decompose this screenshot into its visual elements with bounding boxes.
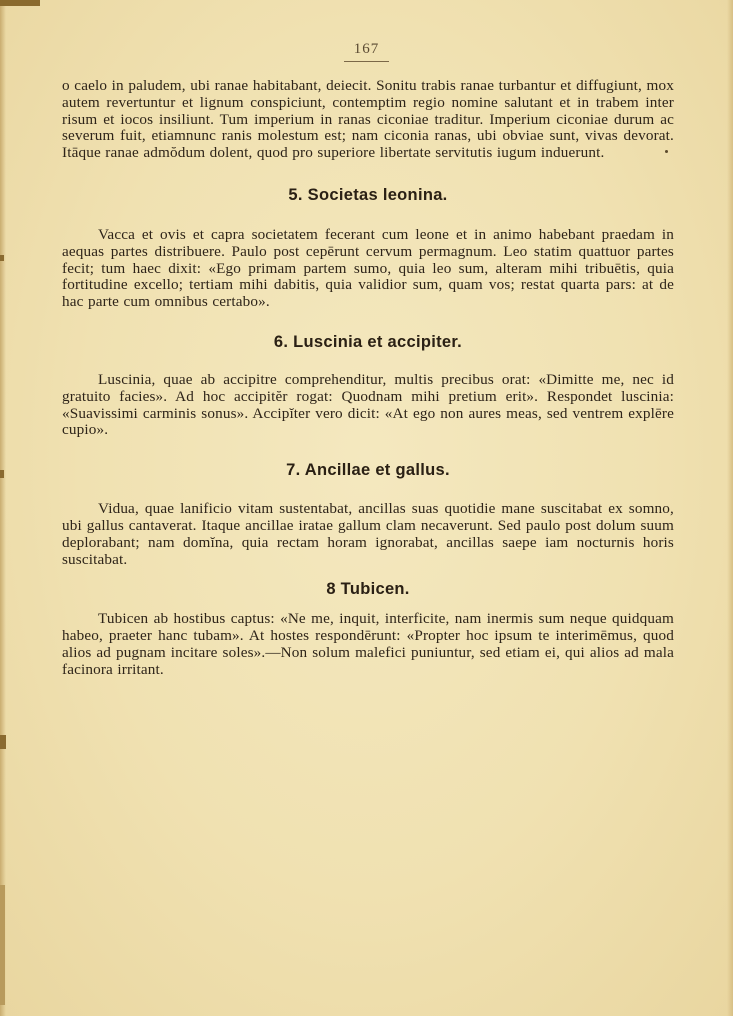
page-right-edge [727, 0, 733, 1016]
heading-tubicen: 8 Tubicen. [326, 580, 410, 599]
margin-mark [0, 470, 4, 478]
margin-mark [0, 255, 4, 261]
page-header [0, 40, 733, 62]
paragraph-luscinia: Luscinia, quae ab accipitre comprehenditur, multis precibus orat: «Dimitte me, nec id gratuito facies». Ad hoc accipitĕr rogat: Quodnam mihi pretium erit». Respondet luscinia: «Suavissimi carminis sonus». Accipĭter vero dicit: «At ego non aures meas, sed ventrem explēre cupio». [62, 370, 674, 439]
heading-ancillae: 7. Ancillae et gallus. [286, 461, 450, 480]
paragraph-tubicen: Tubicen ab hostibus captus: «Ne me, inquit, interficite, nam inermis sum neque quidquam habeo, praeter hanc tubam». At hostes respondērunt: «Propter hoc ipsum te interimēmus, quod alios ad pugnam incitare soles».—Non solum malefici puniuntur, sed etiam ei, qui alios ad mala facinora irritant. [62, 610, 674, 678]
page-left-edge [0, 0, 6, 1016]
paragraph-ranae-ending: o caelo in paludem, ubi ranae habitabant, deiecit. Sonitu trabis ranae turbantur et diffugiunt, mox autem revertuntur et lignum conspiciunt, contemptim regio nomine salutant et in trabem inter risum et iocos insiliunt. Tum imperium in ranas ciconiae traditur. Imperium ciconiae durum ac severum fuit, etiamnunc ranis molestum est; nam ciconia ranas, ubi obviae sunt, vivas devorat. Itāque ranae admŏdum dolent, quod pro superiore libertate servitutis iugum induerunt. [62, 77, 674, 162]
page-content [62, 78, 674, 679]
margin-mark [0, 735, 6, 749]
paragraph-ancillae: Vidua, quae lanificio vitam sustentabat, ancillas suas quotidie mane suscitabat ex somno, ubi gallus cantaverat. Itaque ancillae iratae gallum clam necaverunt. Sed paulo post dolum suum deplorabant; nam domĭna, quia rectam horam ignorabat, ancillas saepe iam nocturnis horis suscitabat. [62, 500, 674, 568]
page-number: 167 [344, 41, 390, 62]
paragraph-societas-leonina: Vacca et ovis et capra societatem fecerant cum leone et in animo habebant praedam in aequas partes distribuere. Paulo post cepērunt cervum permagnum. Leo statim quattuor partes fecit; tum haec dixit: «Ego primam partem sumo, quia leo sum, alteram mihi tribuētis, quia fortitudine excello; tertiam mihi dabitis, quia validior sum, quam vos; restat quarta pars: at de hac parte cum omnibus certabo». [62, 225, 674, 311]
corner-mark [0, 0, 40, 6]
margin-mark [0, 885, 5, 1005]
heading-luscinia: 6. Luscinia et accipiter. [273, 332, 463, 351]
heading-societas-leonina: 5. Societas leonina. [288, 185, 448, 204]
